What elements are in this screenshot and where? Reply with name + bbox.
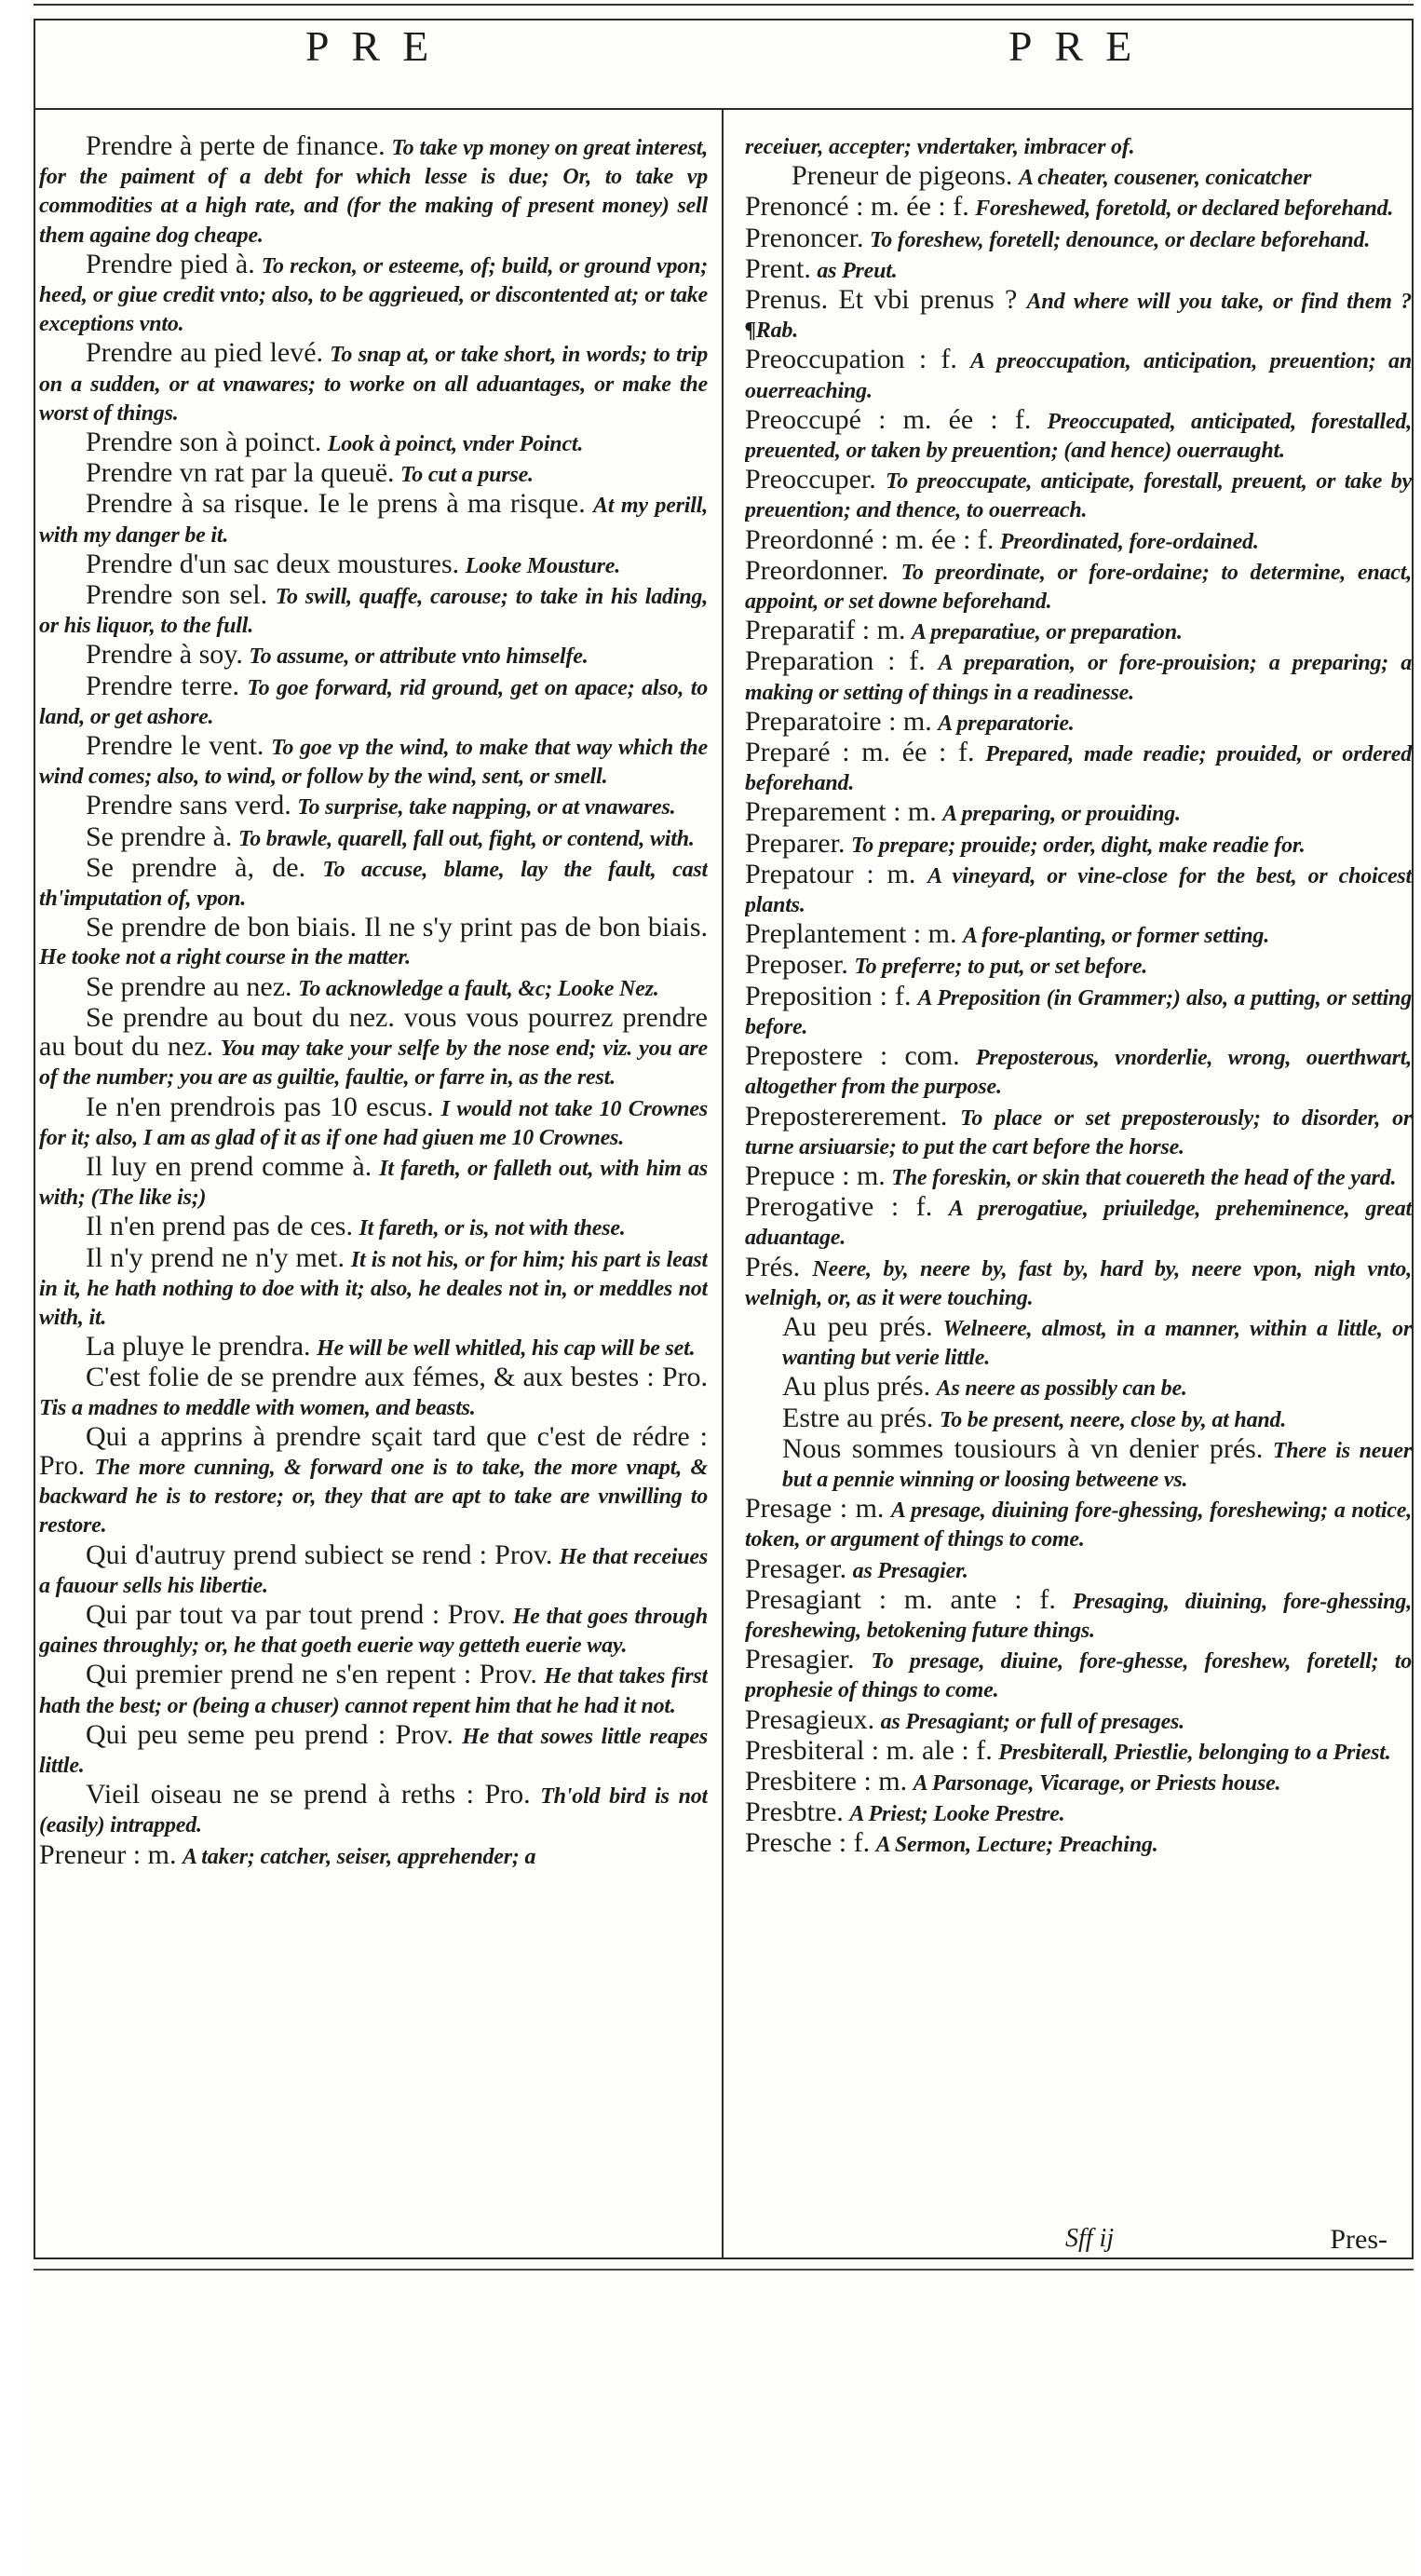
entry-headword: Presagier. bbox=[745, 1644, 855, 1675]
entry-headword: Prendre à soy. bbox=[86, 639, 243, 671]
entry-headword: Nous sommes tousiours à vn denier prés. bbox=[782, 1432, 1264, 1464]
entry-headword: Preparer. bbox=[745, 827, 846, 859]
entry-gloss: To swill, quaffe, carouse; to take in his lading, or his liquor, to the full. bbox=[39, 585, 708, 639]
dictionary-entry bbox=[39, 132, 708, 250]
dictionary-entry bbox=[745, 193, 1412, 223]
entry-gloss: And where will you take, or find them ? ¶Rab. bbox=[745, 290, 1412, 344]
entry-headword: Se prendre au bout du nez. vous vous pourrez prendre au bout du nez. bbox=[39, 1001, 708, 1063]
dictionary-entry bbox=[39, 1838, 708, 1871]
entry-headword: Presagiant : m. ante : f. bbox=[745, 1583, 1056, 1615]
dictionary-entry bbox=[39, 1718, 708, 1780]
entry-gloss: A presage, diuining fore-ghessing, foreshewing; a notice, token, or argument of things to come. bbox=[745, 1498, 1412, 1552]
entry-headword: Prepatour : m. bbox=[745, 858, 916, 889]
entry-headword: Preposition : f. bbox=[745, 980, 912, 1011]
entry-headword: Preparé : m. ée : f. bbox=[745, 737, 975, 768]
entry-gloss: Prepared, made readie; prouided, or ordered beforehand. bbox=[745, 742, 1412, 796]
entry-headword: Prepostererement. bbox=[745, 1100, 948, 1132]
entry-headword: Qui peu seme peu prend : Prov. bbox=[86, 1718, 453, 1750]
entry-gloss: He that sowes little reapes little. bbox=[39, 1724, 708, 1778]
dictionary-entry bbox=[39, 1150, 708, 1212]
signature-mark: Sff ij bbox=[1065, 2224, 1115, 2253]
dictionary-entry bbox=[39, 459, 708, 489]
left-column bbox=[39, 132, 708, 2248]
entry-gloss: To assume, or attribute vnto himselfe. bbox=[249, 644, 589, 670]
entry-gloss: To surprise, take napping, or at vnawares. bbox=[297, 795, 676, 820]
dictionary-entry bbox=[745, 466, 1412, 524]
entry-headword: Preneur de pigeons. bbox=[792, 160, 1013, 192]
page-frame bbox=[34, 19, 1414, 2259]
dictionary-entry bbox=[745, 798, 1412, 828]
dictionary-entry bbox=[39, 1420, 708, 1540]
dictionary-entry bbox=[745, 1552, 1412, 1585]
entry-gloss: To reckon, or esteeme, of; build, or ground vpon; heed, or giue credit vnto; also, to be aggrieued, or discontented at; or take exceptions vnto. bbox=[39, 253, 708, 337]
entry-gloss: Preordinated, fore-ordained. bbox=[999, 529, 1259, 554]
entry-gloss: Foreshewed, foretold, or declared beforehand. bbox=[975, 197, 1394, 222]
dictionary-entry bbox=[745, 1646, 1412, 1704]
dictionary-entry bbox=[745, 224, 1412, 254]
dictionary-entry bbox=[39, 248, 708, 339]
entry-gloss: A Preposition (in Grammer;) also, a putting, or setting before. bbox=[745, 985, 1412, 1039]
dictionary-entry bbox=[745, 739, 1412, 797]
catchword: Pres- bbox=[1330, 2224, 1387, 2255]
entry-gloss: To presage, diuine, fore-ghesse, foreshew, foretell; to prophesie of things to come. bbox=[745, 1649, 1412, 1703]
entry-gloss: He that receiues a fauour sells his libertie. bbox=[39, 1544, 708, 1598]
dictionary-entry bbox=[745, 1495, 1412, 1553]
dictionary-entry bbox=[39, 732, 708, 791]
dictionary-entry bbox=[745, 705, 1412, 738]
entry-gloss: To be present, neere, close by, at hand. bbox=[939, 1407, 1287, 1432]
entry-headword: Preposer. bbox=[745, 949, 848, 981]
dictionary-entry bbox=[745, 1404, 1412, 1434]
entry-headword: Presbiteral : m. ale : f. bbox=[745, 1734, 993, 1766]
entry-headword: Prepostere : com. bbox=[745, 1040, 960, 1072]
dictionary-entry bbox=[745, 1583, 1412, 1645]
entry-gloss: It fareth, or falleth out, with him as with; (The like is;) bbox=[39, 1156, 708, 1211]
entry-headword: Presche : f. bbox=[745, 1827, 871, 1859]
entry-gloss: A Parsonage, Vicarage, or Priests house. bbox=[913, 1770, 1281, 1796]
entry-headword: Il n'y prend ne n'y met. bbox=[86, 1241, 345, 1273]
entry-headword: Prendre vn rat par la queuë. bbox=[86, 457, 395, 489]
dictionary-entry bbox=[39, 1001, 708, 1092]
dictionary-entry bbox=[745, 346, 1412, 404]
entry-headword: Preneur : m. bbox=[39, 1838, 177, 1870]
entry-gloss: A preoccupation, anticipation, preuention; an ouerreaching. bbox=[745, 349, 1412, 403]
dictionary-entry bbox=[745, 1193, 1412, 1252]
dictionary-entry bbox=[39, 641, 708, 671]
dictionary-entry bbox=[39, 1241, 708, 1333]
dictionary-entry bbox=[745, 1100, 1412, 1161]
entry-gloss: A preparation, or fore-prouision; a preparing; a making or setting of things in a readinesse. bbox=[745, 651, 1412, 705]
dictionary-entry bbox=[745, 162, 1412, 192]
entry-headword: Preordonné : m. ée : f. bbox=[745, 523, 995, 555]
entry-gloss: Preposterous, vnorderlie, wrong, ouerthwart, altogether from the purpose. bbox=[745, 1046, 1412, 1100]
entry-headword: Prendre son sel. bbox=[86, 579, 268, 611]
entry-headword: Preparatif : m. bbox=[745, 615, 906, 646]
entry-headword: Prendre pied à. bbox=[86, 248, 255, 279]
entry-gloss: A prerogatiue, priuiledge, preheminence, great aduantage. bbox=[745, 1197, 1412, 1251]
entry-gloss: To place or set preposterously; to disorder, or turne arsiuarsie; to put the cart before the horse. bbox=[745, 1105, 1412, 1159]
entry-headword: Presage : m. bbox=[745, 1493, 885, 1525]
entry-gloss: Neere, by, neere by, fast by, hard by, neere vpon, nigh vnto, welnigh, or, as it were touching. bbox=[745, 1256, 1412, 1310]
entry-headword: Se prendre de bon biais. Il ne s'y print pas de bon biais. bbox=[86, 912, 708, 943]
entry-headword: Prent. bbox=[745, 252, 811, 284]
entry-gloss: A preparatorie. bbox=[938, 711, 1075, 736]
entry-gloss: To brawle, quarell, fall out, fight, or contend, with. bbox=[237, 826, 695, 851]
entry-headword: Il luy en prend comme à. bbox=[86, 1150, 372, 1182]
entry-headword: Prenoncé : m. ée : f. bbox=[745, 191, 969, 223]
entry-gloss: To preoccupate, anticipate, forestall, preuent, or take by preuention; and thence, to ouerreach. bbox=[745, 469, 1412, 523]
entry-gloss: To snap at, or take short, in words; to trip on a sudden, or at vnawares; to worke on all aduantages, or make the worst of things. bbox=[39, 343, 708, 426]
dictionary-entry bbox=[39, 1541, 708, 1600]
dictionary-entry bbox=[745, 403, 1412, 465]
entry-gloss: Welneere, almost, in a manner, within a little, or wanting but verie little. bbox=[782, 1316, 1412, 1371]
dictionary-entry bbox=[745, 1251, 1412, 1312]
entry-gloss: Looke Mousture. bbox=[465, 553, 621, 578]
entry-headword: Preordonner. bbox=[745, 554, 889, 586]
entry-headword: Se prendre à. bbox=[86, 820, 233, 852]
entry-gloss: It fareth, or is, not with these. bbox=[359, 1216, 626, 1241]
entry-headword: Preoccupé : m. ée : f. bbox=[745, 403, 1032, 435]
entry-gloss: To foreshew, foretell; denounce, or declare beforehand. bbox=[869, 227, 1371, 252]
dictionary-entry bbox=[745, 1432, 1412, 1494]
dictionary-entry bbox=[745, 1734, 1412, 1767]
entry-gloss: Tis a madnes to meddle with women, and beasts. bbox=[39, 1395, 476, 1420]
entry-gloss: A fore-planting, or former setting. bbox=[962, 924, 1269, 949]
entry-headword: Prendre le vent. bbox=[86, 730, 264, 762]
dictionary-entry bbox=[39, 970, 708, 1003]
entry-headword: Prenus. Et vbi prenus ? bbox=[745, 284, 1018, 316]
page-footer bbox=[22, 2224, 1415, 2261]
dictionary-entry bbox=[39, 1781, 708, 1839]
entry-gloss: A preparatiue, or preparation. bbox=[911, 620, 1183, 645]
dictionary-entry bbox=[745, 1042, 1412, 1101]
dictionary-entry bbox=[39, 820, 708, 853]
entry-gloss: To preferre; to put, or set before. bbox=[854, 955, 1148, 980]
dictionary-entry bbox=[39, 428, 708, 458]
entry-headword: Presagieux. bbox=[745, 1703, 875, 1735]
dictionary-entry bbox=[39, 1598, 708, 1660]
dictionary-entry bbox=[39, 1093, 708, 1152]
dictionary-entry bbox=[745, 1159, 1412, 1192]
entry-gloss: receiuer, accepter; vndertaker, imbracer of. bbox=[745, 135, 1135, 159]
entry-headword: Qui par tout va par tout prend : Prov. bbox=[86, 1598, 506, 1630]
entry-headword: Qui d'autruy prend subiect se rend : Prov. bbox=[86, 1539, 553, 1570]
dictionary-entry bbox=[745, 554, 1412, 616]
entry-headword: Prepuce : m. bbox=[745, 1159, 886, 1191]
entry-gloss: A vineyard, or vine-close for the best, or choicest plants. bbox=[745, 863, 1412, 918]
entry-gloss: It is not his, or for him; his part is least in it, he hath nothing to doe with it; also, he deales not in, or meddles not with, it. bbox=[39, 1247, 708, 1330]
entry-headword: Prendre terre. bbox=[86, 670, 240, 701]
entry-gloss: To accuse, blame, lay the fault, cast th'imputation of, vpon. bbox=[39, 857, 708, 912]
dictionary-entry bbox=[745, 286, 1412, 345]
entry-gloss: You may take your selfe by the nose end; viz. you are of the number; you are as guiltie, faultie, or farre in, as the rest. bbox=[39, 1037, 708, 1091]
entry-gloss: Th'old bird is not (easily) intrapped. bbox=[39, 1784, 708, 1838]
dictionary-entry bbox=[745, 980, 1412, 1041]
dictionary-entry bbox=[39, 1661, 708, 1719]
entry-gloss: A Priest; Looke Prestre. bbox=[849, 1802, 1065, 1827]
entry-headword: Vieil oiseau ne se prend à reths : Pro. bbox=[86, 1779, 531, 1810]
dictionary-entry bbox=[745, 132, 1412, 161]
entry-gloss: To preordinate, or fore-ordaine; to determine, enact, appoint, or set downe beforehand. bbox=[745, 560, 1412, 615]
entry-headword: Se prendre au nez. bbox=[86, 970, 292, 1002]
dictionary-entry bbox=[745, 252, 1412, 285]
dictionary-entry bbox=[745, 523, 1412, 556]
entry-headword: Estre au prés. bbox=[782, 1402, 934, 1433]
entry-gloss: As neere as possibly can be. bbox=[936, 1376, 1187, 1402]
entry-headword: Preoccupation : f. bbox=[745, 344, 957, 375]
entry-headword: Prendre à perte de finance. bbox=[86, 132, 386, 161]
dictionary-entry bbox=[39, 1363, 708, 1421]
entry-headword: Presbtre. bbox=[745, 1796, 844, 1828]
entry-headword: Prés. bbox=[745, 1251, 801, 1282]
top-rule bbox=[34, 4, 1414, 6]
dictionary-entry bbox=[39, 792, 708, 821]
entry-headword: Au plus prés. bbox=[782, 1371, 931, 1403]
entry-headword: Prendre à sa risque. Ie le prens à ma risque. bbox=[86, 488, 586, 520]
entry-headword: Preparation : f. bbox=[745, 645, 926, 677]
dictionary-entry bbox=[39, 490, 708, 549]
entry-gloss: At my perill, with my danger be it. bbox=[39, 494, 708, 548]
entry-headword: Qui premier prend ne s'en repent : Prov. bbox=[86, 1659, 537, 1690]
dictionary-page bbox=[22, 0, 1415, 2576]
entry-headword: Presbitere : m. bbox=[745, 1765, 908, 1796]
entry-headword: Qui a apprins à prendre sçait tard que c'est de rédre : Pro. bbox=[39, 1420, 708, 1481]
header-rule bbox=[35, 108, 1412, 110]
dictionary-entry bbox=[745, 1373, 1412, 1403]
entry-gloss: as Preut. bbox=[817, 258, 898, 283]
dictionary-entry bbox=[745, 1798, 1412, 1828]
entry-headword: Au peu prés. bbox=[782, 1310, 933, 1342]
bottom-rule bbox=[34, 2269, 1414, 2271]
entry-headword: La pluye le prendra. bbox=[86, 1331, 311, 1363]
dictionary-entry bbox=[745, 951, 1412, 981]
entry-headword: Prerogative : f. bbox=[745, 1191, 933, 1223]
entry-headword: Prendre son à poinct. bbox=[86, 427, 322, 458]
dictionary-entry bbox=[745, 1829, 1412, 1859]
dictionary-entry bbox=[745, 858, 1412, 919]
entry-gloss: To cut a purse. bbox=[400, 463, 534, 488]
entry-gloss: A cheater, cousener, conicatcher bbox=[1018, 166, 1312, 191]
entry-headword: Presager. bbox=[745, 1552, 847, 1584]
entry-headword: Preplantement : m. bbox=[745, 918, 957, 950]
entry-gloss: To goe vp the wind, to make that way which the wind comes; also, to wind, or follow by the wind, sent, or smell. bbox=[39, 736, 708, 790]
dictionary-entry bbox=[39, 914, 708, 971]
entry-gloss: He that goes through gaines throughly; or, he that goeth euerie way getteth euerie way. bbox=[39, 1604, 708, 1659]
entry-gloss: To prepare; prouide; order, dight, make readie for. bbox=[850, 833, 1306, 858]
entry-headword: Preoccuper. bbox=[745, 464, 876, 495]
dictionary-entry bbox=[745, 920, 1412, 950]
entry-gloss: To take vp money on great interest, for the paiment of a debt for which lesse is due; Or, to take vp commodities at a high rate, and (for the making of present money) sell them againe dog cheape. bbox=[39, 136, 708, 248]
entry-gloss: A preparing, or prouiding. bbox=[942, 802, 1181, 827]
dictionary-entry bbox=[745, 617, 1412, 646]
entry-gloss: The more cunning, & forward one is to take, the more vnapt, & backward he is to restore; or, they that are apt to take are vnwilling to restore. bbox=[39, 1455, 708, 1539]
entry-headword: C'est folie de se prendre aux fémes, & aux bestes : Pro. bbox=[86, 1362, 708, 1393]
running-header-right: PRE bbox=[1008, 22, 1155, 70]
dictionary-entry bbox=[745, 827, 1412, 860]
entry-gloss: The foreskin, or skin that couereth the head of the yard. bbox=[891, 1165, 1397, 1190]
entry-gloss: A Sermon, Lecture; Preaching. bbox=[875, 1833, 1158, 1858]
dictionary-entry bbox=[745, 647, 1412, 706]
entry-gloss: He that takes first hath the best; or (being a chuser) cannot repent him that he had it not. bbox=[39, 1664, 708, 1718]
dictionary-entry bbox=[39, 339, 708, 427]
entry-gloss: Look à poinct, vnder Poinct. bbox=[327, 432, 584, 457]
dictionary-entry bbox=[39, 1213, 708, 1242]
entry-gloss: Preoccupated, anticipated, forestalled, preuented, or taken by preuention; (and hence) ouerraught. bbox=[745, 409, 1412, 464]
entry-gloss: To acknowledge a fault, &c; Looke Nez. bbox=[298, 976, 659, 1001]
entry-headword: Il n'en prend pas de ces. bbox=[86, 1211, 353, 1242]
entry-headword: Prendre au pied levé. bbox=[86, 337, 324, 369]
entry-gloss: A taker; catcher, seiser, apprehender; a bbox=[182, 1844, 536, 1869]
entry-headword: Prendre sans verd. bbox=[86, 790, 291, 821]
column-divider bbox=[722, 108, 724, 2257]
entry-headword: Ie n'en prendrois pas 10 escus. bbox=[86, 1091, 434, 1122]
entry-gloss: He tooke not a right course in the matter. bbox=[39, 945, 411, 970]
dictionary-entry bbox=[39, 550, 708, 580]
dictionary-entry bbox=[39, 851, 708, 913]
entry-headword: Prendre d'un sac deux moustures. bbox=[86, 548, 460, 579]
entry-gloss: as Presagiant; or full of presages. bbox=[880, 1709, 1184, 1734]
entry-gloss: Presaging, diuining, fore-ghessing, foreshewing, betokening future things. bbox=[745, 1589, 1412, 1643]
dictionary-entry bbox=[39, 581, 708, 640]
running-header-left: PRE bbox=[304, 22, 452, 70]
entry-headword: Preparatoire : m. bbox=[745, 705, 932, 737]
dictionary-entry bbox=[39, 672, 708, 731]
entry-gloss: Presbiterall, Priestlie, belonging to a Priest. bbox=[998, 1740, 1391, 1765]
entry-gloss: He will be well whitled, his cap will be set. bbox=[317, 1336, 696, 1362]
right-column bbox=[745, 132, 1412, 2248]
dictionary-entry bbox=[745, 1765, 1412, 1797]
entry-headword: Se prendre à, de. bbox=[86, 851, 306, 883]
dictionary-entry bbox=[745, 1310, 1412, 1372]
entry-gloss: There is neuer but a pennie winning or loosing betweene vs. bbox=[782, 1438, 1412, 1492]
entry-gloss: as Presagier. bbox=[852, 1558, 968, 1583]
entry-gloss: I would not take 10 Crownes for it; also, I am as glad of it as if one had giuen me 10 Crownes. bbox=[39, 1096, 708, 1150]
dictionary-entry bbox=[39, 1333, 708, 1363]
entry-headword: Prenoncer. bbox=[745, 222, 864, 253]
entry-gloss: To goe forward, rid ground, get on apace; also, to land, or get ashore. bbox=[39, 675, 708, 729]
dictionary-entry bbox=[745, 1703, 1412, 1736]
entry-headword: Preparement : m. bbox=[745, 796, 937, 828]
